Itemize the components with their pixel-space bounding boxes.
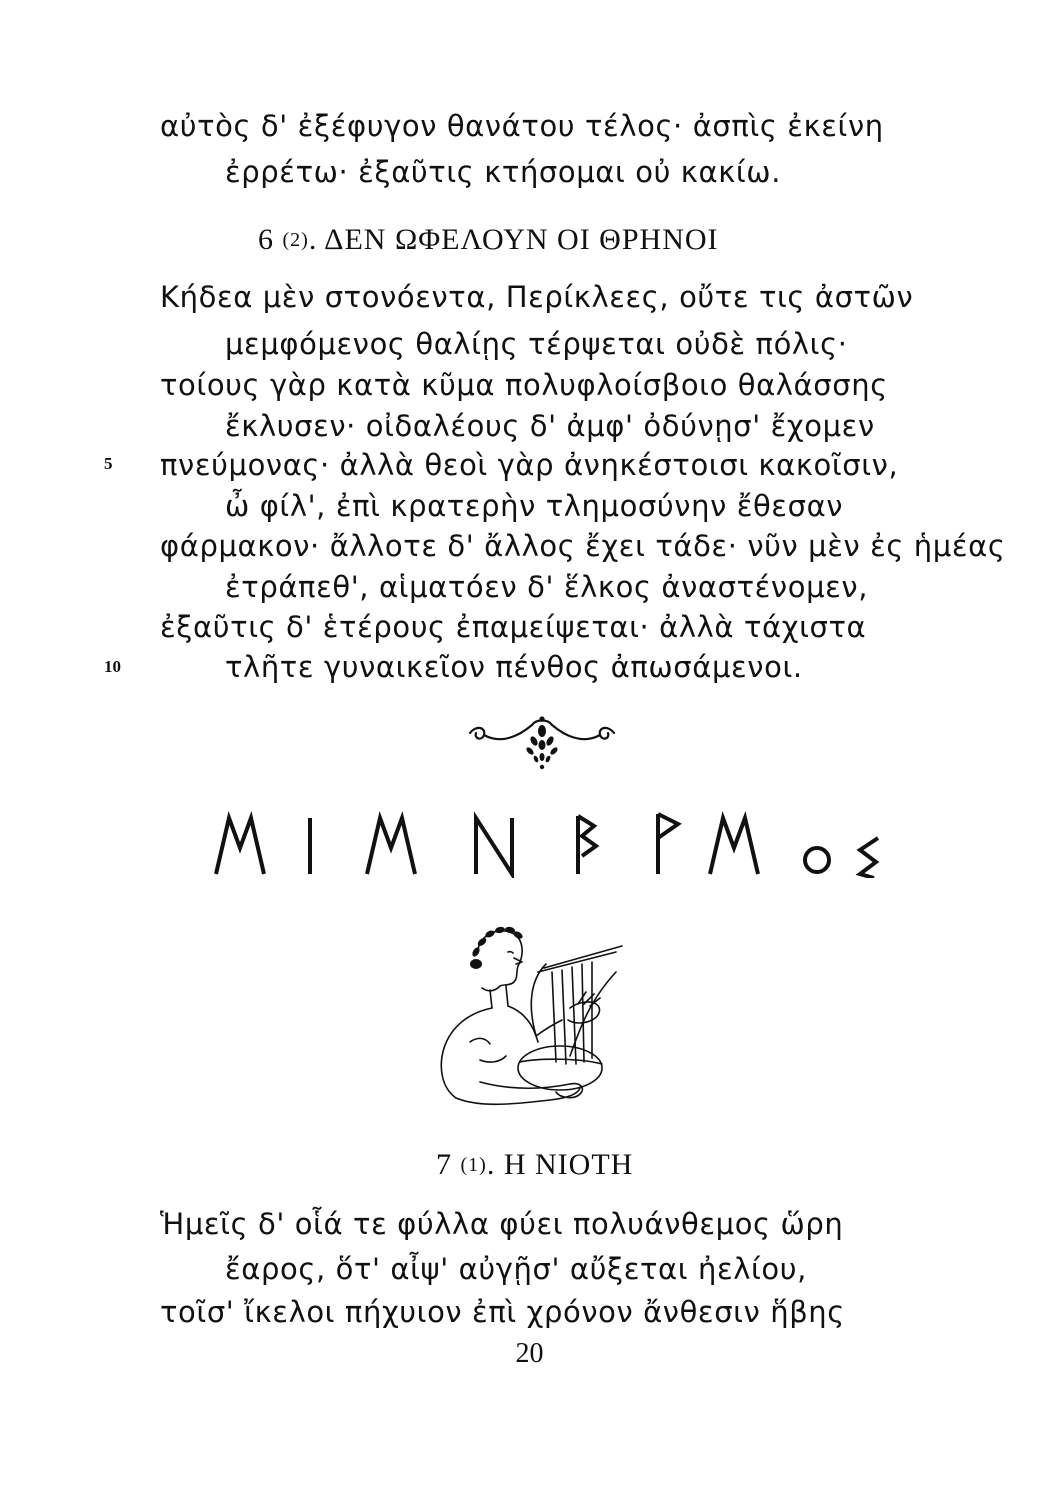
heading-sub-number: (2) [282, 229, 309, 251]
poem-line: ἔκλυσεν· οἰδαλέους δ' ἀμφ' ὀδύνῃσ' ἔχομεν [225, 409, 875, 443]
page-number: 20 [515, 1338, 544, 1369]
poem-line: Κήδεα μὲν στονόεντα, Περίκλεες, οὔτε τις ἀστῶν [160, 280, 914, 314]
poem-line: ἐτράπεθ', αἱματόεν δ' ἕλκος ἀναστένομεν, [225, 570, 869, 604]
poem-line: μεμφόμενος θαλίῃς τέρψεται οὐδὲ πόλις· [225, 327, 848, 361]
poem-line: ὦ φίλ', ἐπὶ κρατερὴν τλημοσύνην ἔθεσαν [225, 489, 844, 523]
poem-line: ἐρρέτω· ἐξαῦτις κτήσομαι οὐ κακίω. [225, 155, 782, 189]
lyre-player-image [420, 912, 640, 1132]
author-letter [568, 808, 608, 878]
poem-heading [436, 1150, 633, 1180]
author-letter [300, 808, 320, 878]
author-letter [468, 808, 520, 878]
heading-title: . ΔΕΝ ΩΦΕΛΟΥΝ ΟΙ ΘΡΗΝΟΙ [308, 223, 719, 256]
heading-title: . Η ΝΙΟΤΗ [486, 1148, 634, 1181]
ornament-divider [462, 705, 622, 775]
poem-line: τοῖσ' ἴκελοι πήχυιον ἐπὶ χρόνον ἄνθεσιν ἥβης [160, 1295, 845, 1329]
author-letter [648, 808, 688, 878]
poem-line: ἐξαῦτις δ' ἑτέρους ἐπαμείψεται· ἀλλὰ τάχιστα [160, 610, 867, 644]
poem-heading [258, 225, 719, 255]
heading-number: 6 [258, 223, 274, 256]
author-title [0, 808, 1059, 888]
poem-line: πνεύμονας· ἀλλὰ θεοὶ γὰρ ἀνηκέστοισι κακοῖσιν, [160, 448, 899, 482]
poem-line: αὐτὸς δ' ἐξέφυγον θανάτου τέλος· ἀσπὶς ἐκείνη [160, 109, 884, 143]
author-letter [212, 808, 268, 878]
lyre-player-illustration [420, 912, 640, 1132]
poem-line: ἔαρος, ὅτ' αἶψ' αὐγῇσ' αὔξεται ἠελίου, [225, 1252, 807, 1286]
poem-line: φάρμακον· ἄλλοτε δ' ἄλλος ἔχει τάδε· νῦν μὲν ἐς ἡμέας [160, 529, 1006, 563]
author-letter [706, 808, 762, 878]
author-letter [800, 808, 834, 878]
line-number: 5 [104, 454, 113, 473]
author-letter [852, 808, 884, 878]
heading-number: 7 [436, 1148, 452, 1181]
author-letter [363, 808, 419, 878]
scroll-ornament-icon [462, 705, 622, 775]
poem-line: Ἡμεῖς δ' οἷά τε φύλλα φύει πολυάνθεμος ὥρη [160, 1207, 844, 1241]
line-number: 10 [104, 657, 121, 676]
poem-line: τλῆτε γυναικεῖον πένθος ἀπωσάμενοι. [225, 650, 803, 684]
poem-line: τοίους γὰρ κατὰ κῦμα πολυφλοίσβοιο θαλάσσης [160, 368, 888, 402]
heading-sub-number: (1) [460, 1154, 487, 1176]
